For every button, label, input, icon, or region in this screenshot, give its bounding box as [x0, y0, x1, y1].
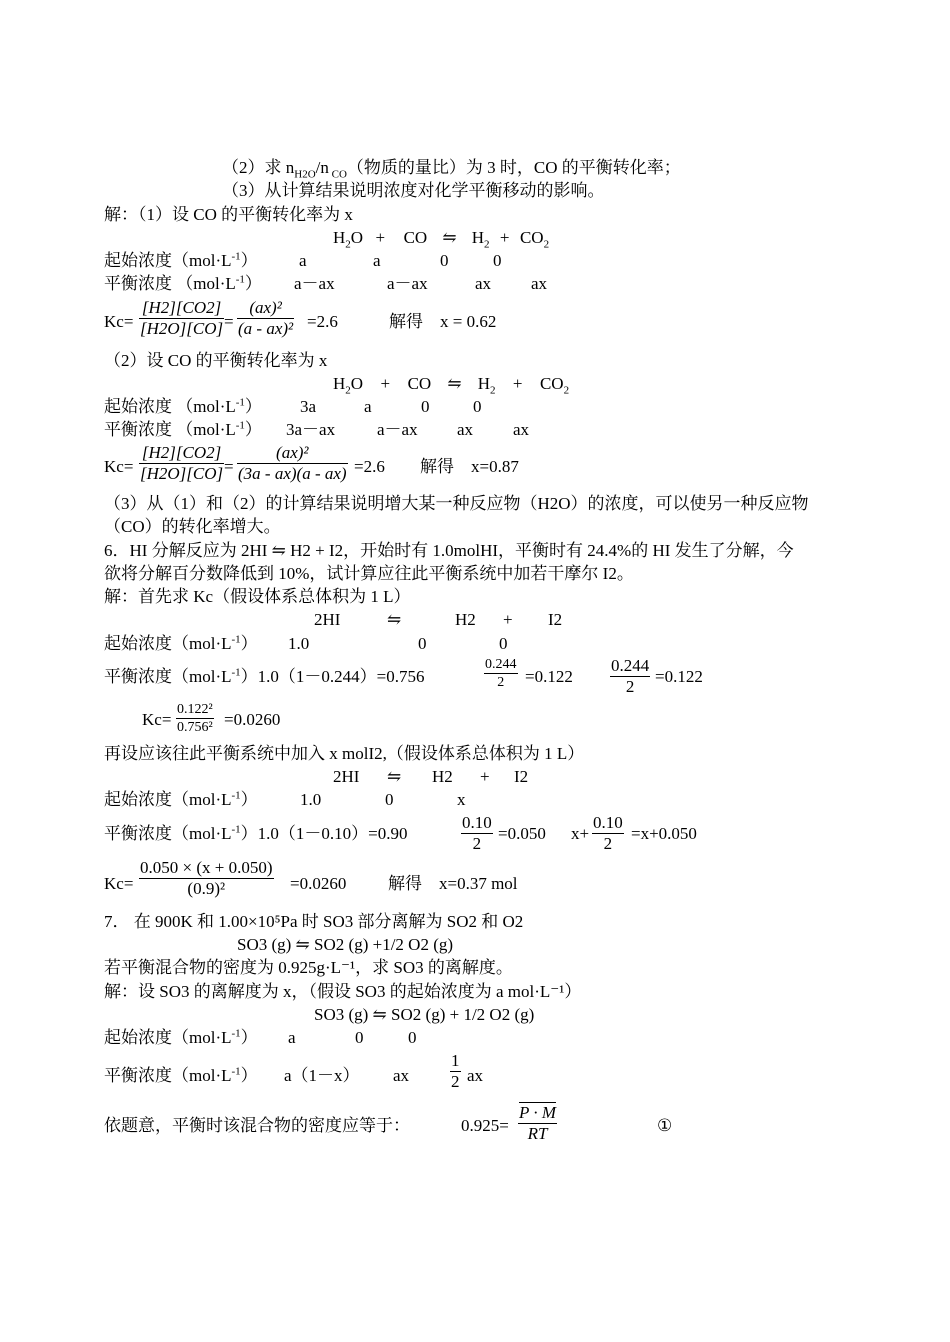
row-equilibrium-label-7: 平衡浓度$(mol\cdot L^{-1})$	[104, 1065, 258, 1085]
r7-initial-2: 0	[408, 1028, 417, 1047]
r6-eq-value-1: =0.122	[525, 667, 573, 686]
row-equilibrium-label-2: 平衡浓度 $(mol\cdot L^{-1})$	[104, 419, 262, 439]
question-7-density-fraction: $\frac{P \cdot M}{RT}$	[519, 1103, 556, 1143]
question-7-solution-intro: 解：设 SO3 的离解度为 x，（假设 SO3 的起始浓度为 a mol·L⁻¹）	[104, 982, 582, 1001]
r6-initial-1: 0	[418, 634, 427, 653]
r2-eq-3: ax	[513, 420, 530, 439]
question-6-next: 再设应该往此平衡系统中加入 x molI2,（假设体系总体积为 1 L）	[104, 744, 585, 763]
row-initial-label-6: 起始浓度$(mol\cdot L^{-1})$	[104, 633, 258, 653]
r6b-eq-value-2-post: =x+0.050	[631, 824, 697, 843]
r6-initial-2: 0	[499, 634, 508, 653]
kc6b-result: 解得 x=0.37 mol	[388, 874, 518, 893]
r1-initial-3: 0	[493, 251, 502, 270]
kc1-fraction-1	[139, 298, 224, 339]
row-initial-label-7: 起始浓度$(mol\cdot L^{-1})$	[104, 1027, 258, 1047]
r7-initial-1: 0	[355, 1028, 364, 1047]
kc1-denominator: [H2O][CO]	[140, 319, 224, 338]
r2-eq-2: ax	[457, 420, 474, 439]
kc6-fraction: $\frac{\text{0.122²}}{\text{0.756²}}$	[177, 702, 213, 735]
r2-initial-0: 3a	[300, 397, 317, 416]
eq6b-hi: 2HI	[333, 767, 360, 786]
row-initial-label-2: 起始浓度 $(mol\cdot L^{-1})$	[104, 396, 262, 416]
kc1-numerator: [H2][CO2]	[141, 298, 222, 317]
solution-3-line-2: （CO）的转化率增大。	[104, 517, 281, 536]
row-equilibrium-label-6: 平衡浓度$(mol\cdot L^{-1})1.0(1-0.244)=0.756$	[104, 666, 425, 686]
r2-initial-3: 0	[473, 397, 482, 416]
eq6b-h2: H2	[432, 767, 453, 786]
r6b-initial-2: x	[457, 790, 466, 809]
question-7-equation: SO3 (g) ⇋ SO2 (g) +1/2 O2 (g)	[237, 935, 454, 954]
r1-eq-2: ax	[475, 274, 492, 293]
kc2-equals: =	[224, 457, 234, 476]
r6b-initial-0: 1.0	[300, 790, 322, 809]
kc2-value: =2.6	[354, 457, 385, 476]
equation-marker-1: ①	[657, 1116, 673, 1135]
eq6-h2: H2	[455, 610, 476, 629]
r6-fraction-2: $\frac{0.244}{2}$	[611, 656, 650, 696]
r6b-eq-value-1: =0.050	[498, 824, 546, 843]
question-6-solution-intro: 解：首先求 Kc（假设体系总体积为 1 L）	[104, 587, 411, 606]
r7-initial-0: a	[288, 1028, 296, 1047]
row-initial-label-1: 起始浓度$(mol\cdot L^{-1})$	[104, 250, 258, 270]
question-7-density-pre: 0.925=	[461, 1116, 509, 1135]
r7-eq-1: ax	[393, 1066, 410, 1085]
kc2-fraction-1: $\frac{[H2][CO2]}{[H2O][CO]}$	[140, 443, 224, 483]
solution-2-intro: （2）设 CO 的平衡转化率为 x	[104, 351, 328, 370]
r7-half-fraction: $\frac{1}{2}$	[451, 1051, 460, 1091]
kc1-equals: =	[224, 312, 234, 331]
reaction-equation-1: $H_2O$ + CO ⇋ $H_2 + CO_2$	[333, 228, 550, 251]
eq6b-i2: I2	[514, 767, 529, 786]
r6-initial-0: 1.0	[288, 634, 310, 653]
question-7-line-1: 7． 在 900K 和 1.00×10⁵Pa 时 SO3 部分离解为 SO2 和 O2	[104, 912, 524, 931]
kc-label-6: Kc=	[142, 710, 172, 729]
r1-initial-1: a	[373, 251, 381, 270]
r2-eq-1: a－ax	[377, 420, 418, 439]
reaction-equation-2: $H_2O$ + CO ⇋ $H_2 + CO_2$	[333, 374, 570, 397]
r1-initial-0: a	[299, 251, 307, 270]
kc1-fraction-2: $\frac{\text{(ax)²}}{\text{(a - ax)²}}$	[238, 298, 294, 338]
solution-3-line-1: （3）从（1）和（2）的计算结果说明增大某一种反应物（H2O）的浓度，可以使另一种反应物	[104, 494, 809, 513]
solution-1-intro: 解：（1）设 CO 的平衡转化率为 x	[104, 205, 353, 224]
kc6-value: =0.0260	[224, 710, 281, 729]
kc2-fraction-2: $\frac{\text{(ax)²}}{(3a - ax)(a - ax)}$	[238, 443, 347, 483]
r7-eq-2: ax	[467, 1066, 484, 1085]
question-7-equation-2: SO3 (g) ⇋ SO2 (g) + 1/2 O2 (g)	[314, 1005, 535, 1024]
eq6-i2: I2	[548, 610, 563, 629]
kc-label-6b: Kc=	[104, 874, 134, 893]
eq6-arrow: ⇋	[387, 610, 402, 629]
r7-eq-0: a（1－x）	[284, 1066, 360, 1085]
kc1-value: =2.6	[307, 312, 338, 331]
kc2-result: 解得 x=0.87	[420, 457, 519, 476]
r6b-fraction-2: $\frac{0.10}{2}$	[593, 813, 623, 853]
kc6b-fraction: $\frac{0.050 \times (x + 0.050)}{\text{(0.9)²}}$	[140, 858, 273, 898]
r6-fraction-1: $\frac{0.244}{2}$	[485, 657, 517, 690]
eq6b-plus: +	[480, 767, 490, 786]
row-equilibrium-label-6b: 平衡浓度$(mol\cdot L^{-1})1.0(1-0.10)=0.90$	[104, 823, 408, 843]
r6b-eq-value-2-pre: x+	[571, 824, 590, 843]
question-6-line-2: 欲将分解百分数降低到 10%，试计算应往此平衡系统中加若干摩尔 I2。	[104, 564, 634, 583]
r6b-initial-1: 0	[385, 790, 394, 809]
question-part-3: （3）从计算结果说明浓度对化学平衡移动的影响。	[222, 181, 605, 200]
r1-eq-0: a－ax	[294, 274, 335, 293]
r6-eq-value-2: =0.122	[655, 667, 703, 686]
r6b-fraction-1: $\frac{0.10}{2}$	[462, 813, 492, 853]
eq6-plus: +	[503, 610, 513, 629]
r1-eq-3: ax	[531, 274, 548, 293]
r1-initial-2: 0	[440, 251, 449, 270]
kc-label-1: Kc=	[104, 312, 134, 331]
question-part-2: （2）求 $n_{H2O}/n$ $_{CO}$（物质的量比）为 3 时，CO 的平衡转化率；	[222, 158, 681, 181]
kc6b-value: =0.0260	[290, 874, 347, 893]
r2-initial-2: 0	[421, 397, 430, 416]
question-6-line-1: 6．HI 分解反应为 2HI ⇋ H2 + I2，开始时有 1.0molHI，平衡时有 24.4%的 HI 发生了分解，今	[104, 541, 794, 560]
r2-eq-0: 3a－ax	[286, 420, 336, 439]
eq6-hi: 2HI	[314, 610, 341, 629]
kc-label-2: Kc=	[104, 457, 134, 476]
question-7-line-2: 若平衡混合物的密度为 0.925g·L⁻¹，求 SO3 的离解度。	[104, 958, 513, 977]
r1-eq-1: a－ax	[387, 274, 428, 293]
eq6b-arrow: ⇋	[387, 767, 402, 786]
row-equilibrium-label-1: 平衡浓度 $(mol\cdot L^{-1})$	[104, 273, 262, 293]
r2-initial-1: a	[364, 397, 372, 416]
row-initial-label-6b: 起始浓度$(mol\cdot L^{-1})$	[104, 789, 258, 809]
question-7-density-text: 依题意，平衡时该混合物的密度应等于：	[104, 1116, 410, 1135]
kc1-result: 解得 x = 0.62	[389, 312, 497, 331]
